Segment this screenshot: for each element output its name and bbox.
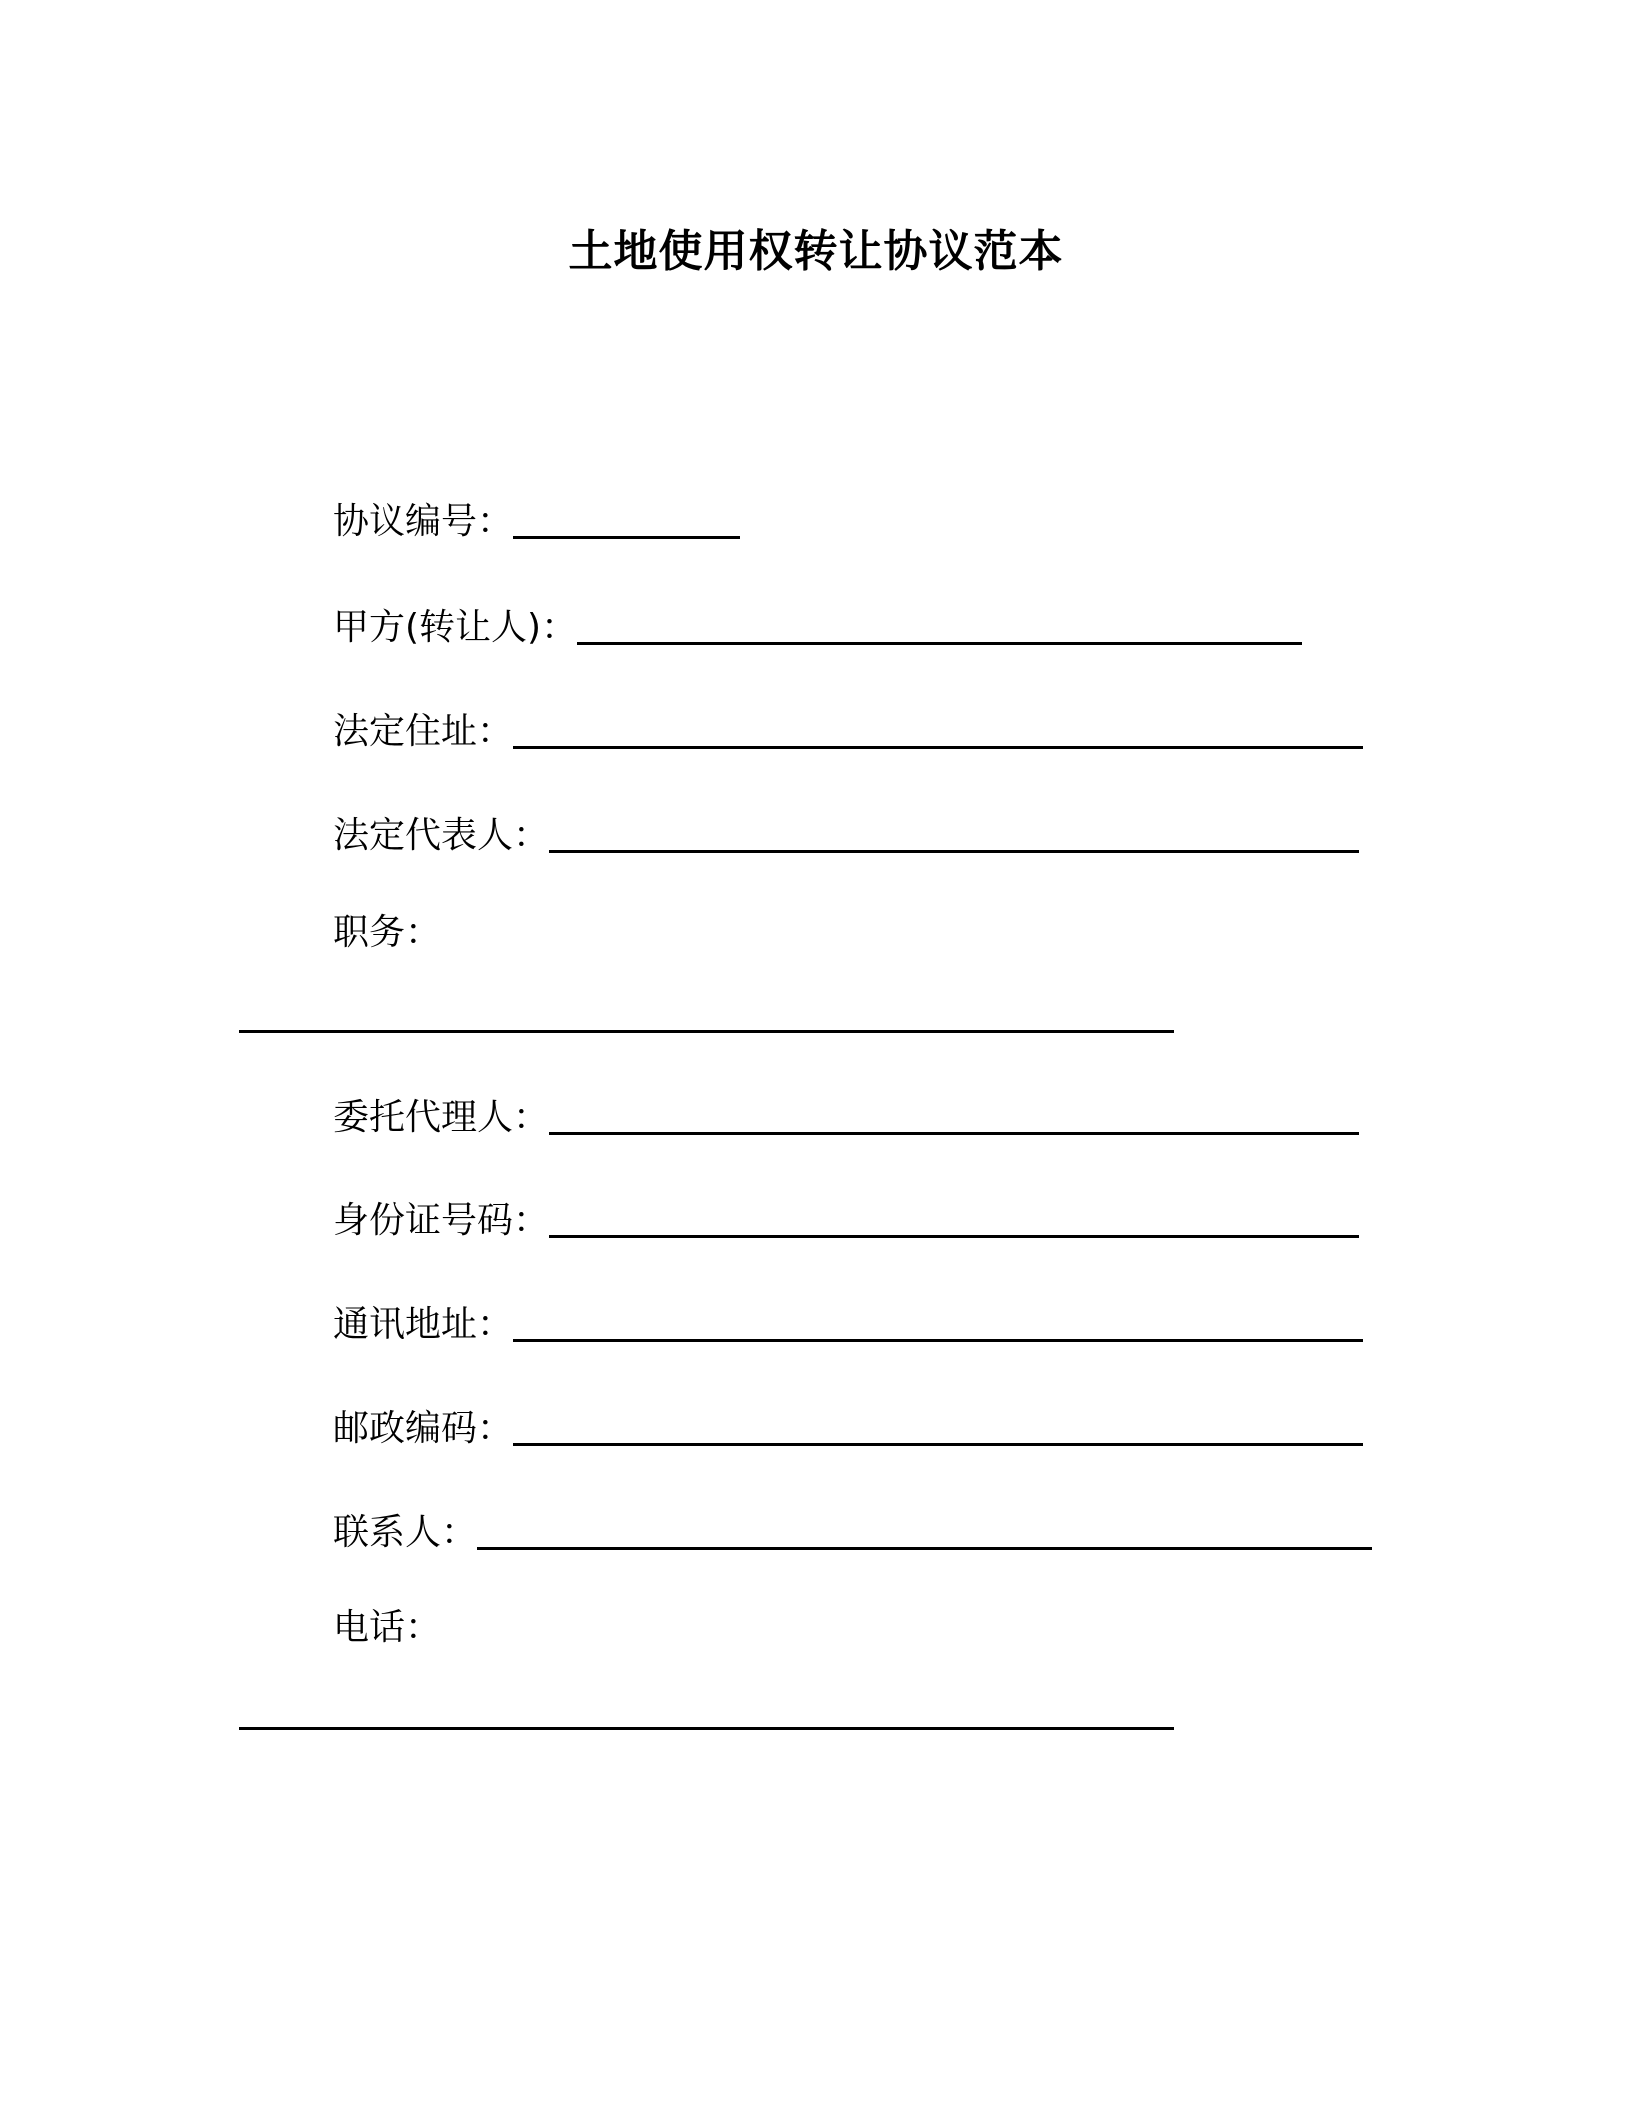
blank-line[interactable] — [239, 1727, 1174, 1730]
field-label: 职务： — [333, 912, 442, 953]
field-contact-person — [333, 1508, 1372, 1558]
field-legal-representative — [333, 811, 1359, 861]
field-label: 协议编号： — [333, 501, 514, 542]
blank-line[interactable] — [477, 1547, 1372, 1550]
blank-line[interactable] — [549, 850, 1359, 853]
field-label: 通讯地址： — [333, 1304, 514, 1345]
blank-line[interactable] — [549, 1235, 1359, 1238]
blank-line[interactable] — [513, 746, 1363, 749]
blank-line[interactable] — [513, 536, 740, 539]
field-agreement-number — [333, 497, 740, 547]
blank-line[interactable] — [513, 1339, 1363, 1342]
field-telephone — [333, 1603, 441, 1653]
field-legal-address — [333, 707, 1363, 757]
blank-line[interactable] — [577, 642, 1302, 645]
blank-line[interactable] — [513, 1443, 1363, 1446]
field-party-a — [333, 603, 1302, 653]
field-label: 法定代表人： — [333, 815, 550, 856]
field-label: 身份证号码： — [333, 1200, 550, 1241]
field-label: 电话： — [333, 1607, 442, 1648]
field-label: 法定住址： — [333, 711, 514, 752]
field-label: 委托代理人： — [333, 1097, 550, 1138]
field-label: 邮政编码： — [333, 1408, 514, 1449]
blank-line[interactable] — [549, 1132, 1359, 1135]
field-mailing-address — [333, 1300, 1363, 1350]
field-authorized-agent — [333, 1093, 1359, 1143]
field-postal-code — [333, 1404, 1363, 1454]
field-id-number — [333, 1196, 1359, 1246]
field-label: 甲方(转让人)： — [333, 607, 578, 648]
field-position — [333, 908, 441, 958]
blank-line[interactable] — [239, 1030, 1174, 1033]
field-label: 联系人： — [333, 1512, 478, 1553]
document-title: 土地使用权转让协议范本 — [568, 226, 1064, 277]
